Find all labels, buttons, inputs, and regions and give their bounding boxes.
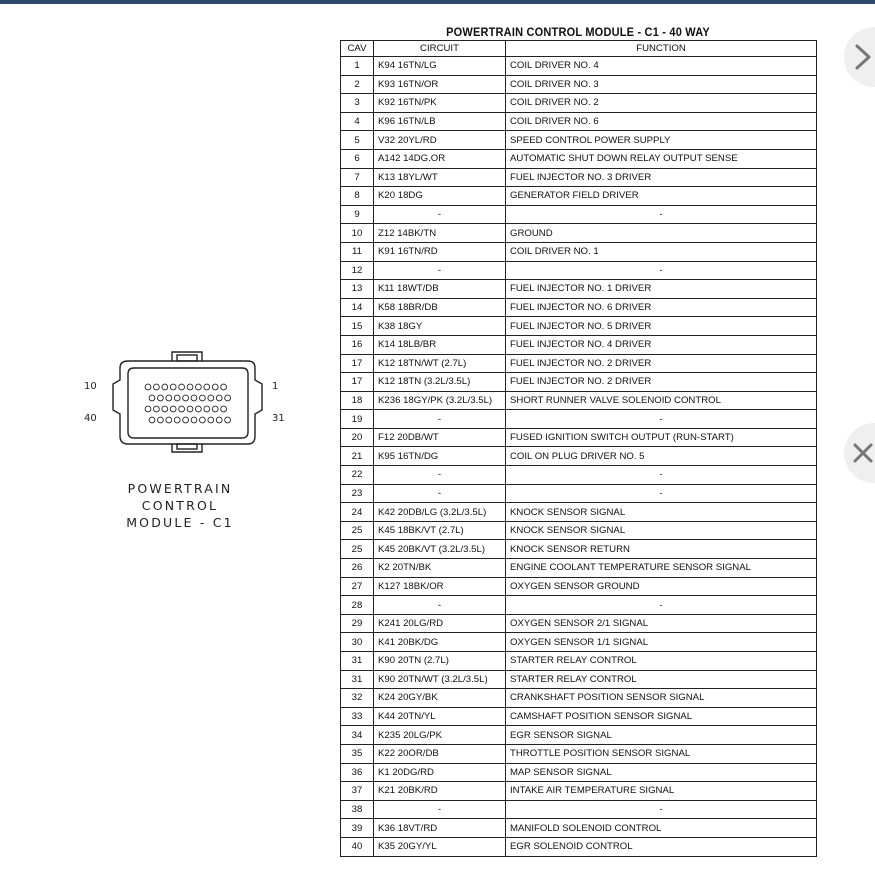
- cell-cav: 18: [341, 391, 374, 410]
- connector-pin: [225, 417, 231, 423]
- cell-circuit: K1 20DG/RD: [374, 763, 506, 782]
- table-row: [341, 94, 817, 113]
- table-row: [341, 466, 817, 485]
- table-row: [341, 633, 817, 652]
- cell-cav: 12: [341, 261, 374, 280]
- connector-pin: [191, 395, 197, 401]
- cell-function: COIL DRIVER NO. 1: [506, 242, 817, 261]
- pin-label-40: 40: [84, 413, 97, 424]
- cell-function: COIL DRIVER NO. 2: [506, 94, 817, 113]
- cell-circuit: K12 18TN/WT (2.7L): [374, 354, 506, 373]
- cell-cav: 9: [341, 205, 374, 224]
- cell-cav: 38: [341, 800, 374, 819]
- table-row: [341, 614, 817, 633]
- pin-label-31: 31: [272, 413, 285, 424]
- table-row: [341, 335, 817, 354]
- header-cav: CAV: [341, 41, 374, 57]
- connector-pin: [154, 384, 160, 390]
- cell-circuit: K35 20GY/YL: [374, 837, 506, 856]
- cell-circuit: K24 20GY/BK: [374, 689, 506, 708]
- cell-circuit: K14 18LB/BR: [374, 335, 506, 354]
- cell-function: KNOCK SENSOR SIGNAL: [506, 503, 817, 522]
- table-row: [341, 819, 817, 838]
- cell-circuit: K58 18BR/DB: [374, 298, 506, 317]
- cell-cav: 3: [341, 94, 374, 113]
- connector-pin: [183, 417, 189, 423]
- connector-pin: [166, 395, 172, 401]
- cell-circuit: -: [374, 800, 506, 819]
- close-button[interactable]: [844, 423, 875, 483]
- cell-function: -: [506, 484, 817, 503]
- cell-function: FUEL INJECTOR NO. 6 DRIVER: [506, 298, 817, 317]
- cell-function: STARTER RELAY CONTROL: [506, 670, 817, 689]
- connector-caption-line: POWERTRAIN: [127, 481, 233, 496]
- connector-pin: [149, 395, 155, 401]
- cell-cav: 16: [341, 335, 374, 354]
- cell-cav: 30: [341, 633, 374, 652]
- table-row: [341, 521, 817, 540]
- cell-cav: 6: [341, 149, 374, 168]
- connector-pin: [179, 384, 185, 390]
- cell-function: -: [506, 410, 817, 429]
- cell-function: -: [506, 205, 817, 224]
- cell-function: OXYGEN SENSOR 2/1 SIGNAL: [506, 614, 817, 633]
- cell-circuit: -: [374, 205, 506, 224]
- connector-pin: [216, 395, 222, 401]
- cell-circuit: K22 20OR/DB: [374, 744, 506, 763]
- header-function: FUNCTION: [506, 41, 817, 57]
- cell-cav: 27: [341, 577, 374, 596]
- table-row: [341, 242, 817, 261]
- table-row: [341, 75, 817, 94]
- cell-circuit: K38 18GY: [374, 317, 506, 336]
- table-row: [341, 503, 817, 522]
- cell-cav: 21: [341, 447, 374, 466]
- cell-cav: 34: [341, 726, 374, 745]
- cell-cav: 26: [341, 559, 374, 578]
- cell-circuit: K92 16TN/PK: [374, 94, 506, 113]
- cell-circuit: K90 20TN (2.7L): [374, 652, 506, 671]
- cell-cav: 2: [341, 75, 374, 94]
- connector-pin: [145, 406, 151, 412]
- cell-circuit: K13 18YL/WT: [374, 168, 506, 187]
- table-title: POWERTRAIN CONTROL MODULE - C1 - 40 WAY: [446, 26, 710, 40]
- table-row: [341, 317, 817, 336]
- cell-circuit: K127 18BK/OR: [374, 577, 506, 596]
- table-row: [341, 428, 817, 447]
- connector-pin: [149, 417, 155, 423]
- cell-function: INTAKE AIR TEMPERATURE SIGNAL: [506, 782, 817, 801]
- cell-cav: 10: [341, 224, 374, 243]
- table-row: [341, 670, 817, 689]
- connector-caption: [120, 480, 240, 531]
- cell-circuit: -: [374, 261, 506, 280]
- connector-pin: [145, 384, 151, 390]
- table-row: [341, 57, 817, 76]
- table-row: [341, 596, 817, 615]
- cell-circuit: K235 20LG/PK: [374, 726, 506, 745]
- cell-function: CAMSHAFT POSITION SENSOR SIGNAL: [506, 707, 817, 726]
- table-row: [341, 205, 817, 224]
- cell-circuit: K236 18GY/PK (3.2L/3.5L): [374, 391, 506, 410]
- cell-cav: 23: [341, 484, 374, 503]
- cell-function: COIL DRIVER NO. 4: [506, 57, 817, 76]
- cell-cav: 39: [341, 819, 374, 838]
- cell-circuit: K2 20TN/BK: [374, 559, 506, 578]
- cell-cav: 37: [341, 782, 374, 801]
- cell-circuit: -: [374, 466, 506, 485]
- table-row: [341, 800, 817, 819]
- table-row: [341, 577, 817, 596]
- cell-cav: 19: [341, 410, 374, 429]
- cell-circuit: K96 16TN/LB: [374, 112, 506, 131]
- cell-function: AUTOMATIC SHUT DOWN RELAY OUTPUT SENSE: [506, 149, 817, 168]
- cell-function: KNOCK SENSOR RETURN: [506, 540, 817, 559]
- cell-function: COIL DRIVER NO. 3: [506, 75, 817, 94]
- next-button[interactable]: [844, 27, 875, 87]
- cell-circuit: K12 18TN (3.2L/3.5L): [374, 373, 506, 392]
- cell-circuit: K42 20DB/LG (3.2L/3.5L): [374, 503, 506, 522]
- cell-circuit: -: [374, 484, 506, 503]
- table-row: [341, 707, 817, 726]
- table-row: [341, 280, 817, 299]
- cell-cav: 40: [341, 837, 374, 856]
- cell-circuit: A142 14DG.OR: [374, 149, 506, 168]
- cell-circuit: K93 16TN/OR: [374, 75, 506, 94]
- cell-function: THROTTLE POSITION SENSOR SIGNAL: [506, 744, 817, 763]
- cell-function: FUEL INJECTOR NO. 1 DRIVER: [506, 280, 817, 299]
- cell-function: MANIFOLD SOLENOID CONTROL: [506, 819, 817, 838]
- cell-function: -: [506, 800, 817, 819]
- connector-pin: [204, 406, 210, 412]
- cell-circuit: K94 16TN/LG: [374, 57, 506, 76]
- connector-pin: [162, 384, 168, 390]
- cell-function: STARTER RELAY CONTROL: [506, 652, 817, 671]
- table-row: [341, 540, 817, 559]
- cell-function: -: [506, 261, 817, 280]
- table-row: [341, 763, 817, 782]
- header-circuit: CIRCUIT: [374, 41, 506, 57]
- table-row: [341, 391, 817, 410]
- cell-circuit: K44 20TN/YL: [374, 707, 506, 726]
- cell-circuit: -: [374, 596, 506, 615]
- table-row: [341, 112, 817, 131]
- pin-label-10: 10: [84, 381, 97, 392]
- connector-pin: [196, 406, 202, 412]
- cell-function: CRANKSHAFT POSITION SENSOR SIGNAL: [506, 689, 817, 708]
- table-row: [341, 744, 817, 763]
- chevron-right-icon: [848, 42, 875, 72]
- connector-pin: [154, 406, 160, 412]
- table-row: [341, 484, 817, 503]
- table-row: [341, 149, 817, 168]
- connector-pin: [174, 395, 180, 401]
- cell-circuit: K45 18BK/VT (2.7L): [374, 521, 506, 540]
- cell-cav: 14: [341, 298, 374, 317]
- connector-pin: [208, 395, 214, 401]
- table-row: [341, 131, 817, 150]
- cell-cav: 7: [341, 168, 374, 187]
- table-row: [341, 652, 817, 671]
- connector-pin: [196, 384, 202, 390]
- cell-cav: 28: [341, 596, 374, 615]
- cell-function: GENERATOR FIELD DRIVER: [506, 187, 817, 206]
- connector-pin: [221, 384, 227, 390]
- connector-pin: [158, 395, 164, 401]
- cell-function: EGR SENSOR SIGNAL: [506, 726, 817, 745]
- connector-pin: [221, 406, 227, 412]
- cell-function: SPEED CONTROL POWER SUPPLY: [506, 131, 817, 150]
- cell-function: GROUND: [506, 224, 817, 243]
- cell-circuit: K241 20LG/RD: [374, 614, 506, 633]
- table-row: [341, 447, 817, 466]
- cell-cav: 25: [341, 540, 374, 559]
- table-row: [341, 298, 817, 317]
- cell-function: FUEL INJECTOR NO. 4 DRIVER: [506, 335, 817, 354]
- connector-illustration: [80, 348, 290, 458]
- table-row: [341, 224, 817, 243]
- cell-cav: 8: [341, 187, 374, 206]
- connector-pin: [216, 417, 222, 423]
- connector-pin: [166, 417, 172, 423]
- cell-circuit: -: [374, 410, 506, 429]
- connector-pin: [225, 395, 231, 401]
- cell-function: OXYGEN SENSOR GROUND: [506, 577, 817, 596]
- connector-pin: [212, 384, 218, 390]
- cell-function: FUSED IGNITION SWITCH OUTPUT (RUN-START): [506, 428, 817, 447]
- table-header-row: [341, 41, 817, 57]
- cell-cav: 5: [341, 131, 374, 150]
- cell-cav: 15: [341, 317, 374, 336]
- cell-cav: 25: [341, 521, 374, 540]
- cell-cav: 1: [341, 57, 374, 76]
- cell-function: FUEL INJECTOR NO. 5 DRIVER: [506, 317, 817, 336]
- connector-pin: [162, 406, 168, 412]
- connector-pin: [204, 384, 210, 390]
- cell-function: ENGINE COOLANT TEMPERATURE SENSOR SIGNAL: [506, 559, 817, 578]
- cell-circuit: K41 20BK/DG: [374, 633, 506, 652]
- pin-label-1: 1: [272, 381, 279, 392]
- table-row: [341, 261, 817, 280]
- connector-pin: [187, 384, 193, 390]
- cell-circuit: Z12 14BK/TN: [374, 224, 506, 243]
- cell-cav: 32: [341, 689, 374, 708]
- cell-function: -: [506, 466, 817, 485]
- cell-function: KNOCK SENSOR SIGNAL: [506, 521, 817, 540]
- top-bar: [0, 0, 875, 4]
- cell-cav: 4: [341, 112, 374, 131]
- cell-cav: 31: [341, 670, 374, 689]
- cell-function: FUEL INJECTOR NO. 2 DRIVER: [506, 373, 817, 392]
- cell-cav: 17: [341, 354, 374, 373]
- connector-pin: [187, 406, 193, 412]
- cell-function: FUEL INJECTOR NO. 3 DRIVER: [506, 168, 817, 187]
- cell-circuit: K20 18DG: [374, 187, 506, 206]
- cell-cav: 24: [341, 503, 374, 522]
- cell-circuit: K36 18VT/RD: [374, 819, 506, 838]
- cell-cav: 29: [341, 614, 374, 633]
- connector-pin: [170, 384, 176, 390]
- cell-function: -: [506, 596, 817, 615]
- connector-pin: [179, 406, 185, 412]
- connector-caption-line: CONTROL: [141, 498, 219, 513]
- table-row: [341, 373, 817, 392]
- cell-circuit: K45 20BK/VT (3.2L/3.5L): [374, 540, 506, 559]
- connector-pin: [200, 417, 206, 423]
- table-row: [341, 689, 817, 708]
- cell-circuit: K95 16TN/DG: [374, 447, 506, 466]
- cell-cav: 11: [341, 242, 374, 261]
- cell-function: COIL DRIVER NO. 6: [506, 112, 817, 131]
- connector-pin: [191, 417, 197, 423]
- table-row: [341, 168, 817, 187]
- cell-function: MAP SENSOR SIGNAL: [506, 763, 817, 782]
- cell-function: OXYGEN SENSOR 1/1 SIGNAL: [506, 633, 817, 652]
- cell-cav: 31: [341, 652, 374, 671]
- table-row: [341, 354, 817, 373]
- table-row: [341, 726, 817, 745]
- cell-circuit: K11 18WT/DB: [374, 280, 506, 299]
- table-row: [341, 187, 817, 206]
- table-row: [341, 410, 817, 429]
- connector-pin: [170, 406, 176, 412]
- connector-caption-line: MODULE - C1: [126, 515, 234, 530]
- cell-cav: 22: [341, 466, 374, 485]
- cell-function: COIL ON PLUG DRIVER NO. 5: [506, 447, 817, 466]
- cell-cav: 13: [341, 280, 374, 299]
- pinout-table: [340, 40, 817, 857]
- connector-pin: [183, 395, 189, 401]
- cell-circuit: K90 20TN/WT (3.2L/3.5L): [374, 670, 506, 689]
- connector-pin: [208, 417, 214, 423]
- cell-cav: 35: [341, 744, 374, 763]
- table-row: [341, 782, 817, 801]
- cell-circuit: K21 20BK/RD: [374, 782, 506, 801]
- cell-cav: 36: [341, 763, 374, 782]
- connector-pin: [212, 406, 218, 412]
- cell-function: SHORT RUNNER VALVE SOLENOID CONTROL: [506, 391, 817, 410]
- cell-function: EGR SOLENOID CONTROL: [506, 837, 817, 856]
- close-icon: [848, 438, 875, 468]
- cell-function: FUEL INJECTOR NO. 2 DRIVER: [506, 354, 817, 373]
- connector-pin: [174, 417, 180, 423]
- table-row: [341, 559, 817, 578]
- cell-circuit: V32 20YL/RD: [374, 131, 506, 150]
- cell-circuit: K91 16TN/RD: [374, 242, 506, 261]
- cell-cav: 20: [341, 428, 374, 447]
- cell-cav: 17: [341, 373, 374, 392]
- cell-circuit: F12 20DB/WT: [374, 428, 506, 447]
- cell-cav: 33: [341, 707, 374, 726]
- connector-pin: [158, 417, 164, 423]
- table-row: [341, 837, 817, 856]
- connector-pin: [200, 395, 206, 401]
